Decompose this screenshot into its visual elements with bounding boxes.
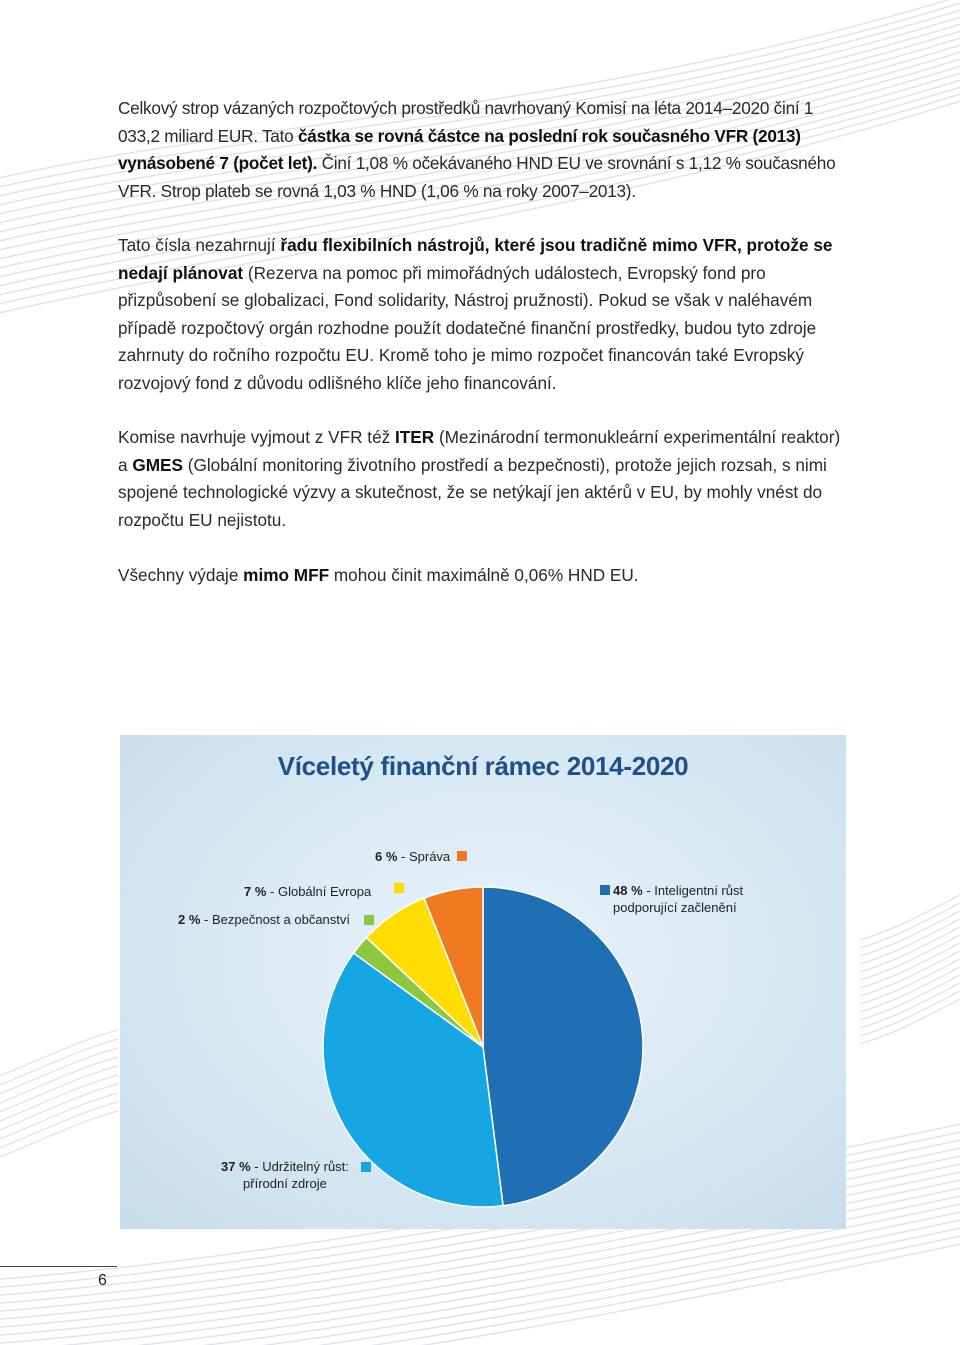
- background-line: [0, 1066, 118, 1116]
- background-line: [860, 914, 960, 964]
- background-line: [860, 922, 960, 972]
- background-line: [860, 906, 960, 956]
- background-line: [0, 1111, 118, 1161]
- chart-title: Víceletý finanční rámec 2014-2020: [277, 751, 689, 781]
- background-line: [860, 890, 960, 940]
- background-line: [0, 1030, 118, 1080]
- slice-label-sustainable-growth: 37 % - Udržitelný růst: přírodní zdroje: [221, 1159, 349, 1191]
- background-line: [860, 994, 960, 1044]
- slice-smart-growth: [483, 887, 643, 1206]
- page-number: 6: [98, 1272, 107, 1289]
- background-line: [860, 946, 960, 996]
- background-line: [0, 1093, 118, 1143]
- background-line: [0, 1075, 118, 1125]
- paragraph-budget-ceiling: Celkový strop vázaných rozpočtových prostředků navrhovaný Komisí na léta 2014–2020 činí 1 033,2 miliard EUR. Tato částka se rovná částce na poslední rok současného VFR (2013) vynásobené 7 (počet let). Činí 1,08 % očekávaného HND EU ve srovnání s 1,12 % současného VFR. Strop plateb se rovná 1,03 % HND (1,06 % na roky 2007–2013).: [118, 98, 836, 201]
- slice-marker-security: [364, 915, 374, 925]
- background-line: [860, 978, 960, 1028]
- slice-marker-admin: [457, 851, 467, 861]
- background-line: [860, 930, 960, 980]
- pie-chart: [120, 735, 846, 1229]
- slice-marker-sustainable-growth: [361, 1162, 371, 1172]
- slice-label-smart-growth: 48 % - Inteligentní růst podporující začlenění: [613, 883, 744, 915]
- paragraph-flexibility-instruments: Tato čísla nezahrnují řadu flexibilních nástrojů, které jsou tradičně mimo VFR, protože se nedají plánovat (Rezerva na pomoc při mimořádných událostech, Evropský fond pro přizpůsobení se globalizaci, Fond solidarity, Nástroj pružnosti). Pokud se však v naléhavém případě rozpočtový orgán rozhodne použít dodatečné finanční prostředky, budou tyto zdroje zahrnuty do ročního rozpočtu EU. Kromě toho je mimo rozpočet financován také Evropský rozvojový fond z důvodu odlišného klíče jeho financování.: [118, 235, 833, 393]
- pie-chart-panel: [120, 735, 846, 1229]
- slice-label-security: 2 % - Bezpečnost a občanství: [178, 912, 351, 927]
- background-line: [0, 1084, 118, 1134]
- slice-label-global-europe: 7 % - Globální Evropa: [244, 884, 372, 899]
- background-line: [0, 1102, 118, 1152]
- background-line: [860, 954, 960, 1004]
- slice-marker-smart-growth: [600, 885, 610, 895]
- background-line: [860, 986, 960, 1036]
- paragraph-iter-gmes: Komise navrhuje vyjmout z VFR též ITER (Mezinárodní termonukleární experimentální reaktor) a GMES (Globální monitoring životního prostředí a bezpečnosti), protože jejich rozsah, s nimi spojené technologické výzvy a skutečnost, že se netýkají jen aktérů v EU, by mohly vnést do rozpočtu EU nejistotu.: [118, 427, 841, 530]
- slice-marker-global-europe: [394, 883, 404, 893]
- background-line: [860, 898, 960, 948]
- background-line: [860, 970, 960, 1020]
- paragraph-outside-mff: Všechny výdaje mimo MFF mohou činit maximálně 0,06% HND EU.: [118, 565, 639, 585]
- background-line: [860, 962, 960, 1012]
- background-line: [0, 1048, 118, 1098]
- slice-label-admin: 6 % - Správa: [375, 849, 451, 864]
- background-line: [0, 1057, 118, 1107]
- background-line: [0, 1039, 118, 1089]
- footer-rule: [0, 1266, 117, 1267]
- background-line: [860, 938, 960, 988]
